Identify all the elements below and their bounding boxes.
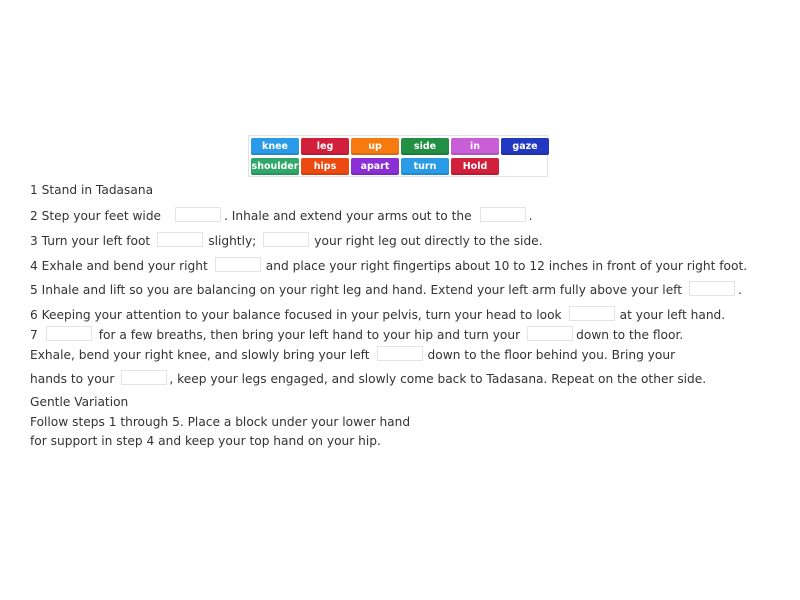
drop-zone-8[interactable] <box>46 326 92 341</box>
step-3-text-b: slightly; <box>208 234 257 248</box>
step-4-text-a: 4 Exhale and bend your right <box>30 259 208 273</box>
step-2-text-a: 2 Step your feet wide <box>30 209 162 223</box>
drop-zone-11[interactable] <box>121 370 167 385</box>
tile-turn[interactable]: turn <box>401 158 449 175</box>
tile-gaze[interactable]: gaze <box>501 138 549 155</box>
step-4-text-b: and place your right fingertips about 10 to 12 inches in front of your right foot. <box>265 259 748 273</box>
variation-heading-text: Gentle Variation <box>30 395 129 409</box>
drop-zone-4[interactable] <box>263 232 309 247</box>
step-3-text-a: 3 Turn your left foot <box>30 234 151 248</box>
drop-zone-2[interactable] <box>480 207 526 222</box>
step-5-text-b: . <box>738 283 742 297</box>
step-8-text-a: Exhale, bend your right knee, and slowly bring your left <box>30 348 370 362</box>
step-4 <box>30 257 747 274</box>
tile-hold[interactable]: Hold <box>451 158 499 175</box>
step-6-text-b: at your left hand. <box>619 308 726 322</box>
step-6 <box>30 306 725 323</box>
step-1-text: 1 Stand in Tadasana <box>30 183 154 197</box>
step-7-text-b: for a few breaths, then bring your left hand to your hip and turn your <box>98 328 521 342</box>
step-2-text-c: . <box>528 209 533 223</box>
step-2-text-b: . Inhale and extend your arms out to the <box>224 209 472 223</box>
step-5-text-a: 5 Inhale and lift so you are balancing on your right leg and hand. Extend your left arm fully above your left <box>30 283 683 297</box>
variation-heading <box>30 394 128 410</box>
step-7-text-a: 7 <box>30 328 38 342</box>
tile-apart[interactable]: apart <box>351 158 399 175</box>
step-9-text-a: hands to your <box>30 372 115 386</box>
step-9-text-b: , keep your legs engaged, and slowly come back to Tadasana. Repeat on the other side. <box>169 372 707 386</box>
variation-line-2 <box>30 433 381 449</box>
variation-line-1 <box>30 414 410 430</box>
variation-line-2-text: for support in step 4 and keep your top hand on your hip. <box>30 434 381 448</box>
word-bank <box>248 135 548 177</box>
step-9 <box>30 370 706 387</box>
step-1 <box>30 182 153 198</box>
tile-leg[interactable]: leg <box>301 138 349 155</box>
tile-hips[interactable]: hips <box>301 158 349 175</box>
step-2 <box>30 207 532 224</box>
variation-line-1-text: Follow steps 1 through 5. Place a block under your lower hand <box>30 415 411 429</box>
drop-zone-5[interactable] <box>215 257 261 272</box>
step-8-text-b: down to the floor behind you. Bring your <box>427 348 676 362</box>
step-3 <box>30 232 543 249</box>
tile-side[interactable]: side <box>401 138 449 155</box>
drop-zone-10[interactable] <box>377 346 423 361</box>
tile-in[interactable]: in <box>451 138 499 155</box>
tile-shoulder[interactable]: shoulder <box>251 158 299 175</box>
tile-up[interactable]: up <box>351 138 399 155</box>
step-7 <box>30 326 683 343</box>
tile-knee[interactable]: knee <box>251 138 299 155</box>
drop-zone-7[interactable] <box>569 306 615 321</box>
step-7-text-c: down to the floor. <box>576 328 684 342</box>
step-8 <box>30 346 675 363</box>
drop-zone-6[interactable] <box>689 281 735 296</box>
drop-zone-1[interactable] <box>175 207 221 222</box>
step-5 <box>30 281 742 298</box>
step-6-text-a: 6 Keeping your attention to your balance focused in your pelvis, turn your head to look <box>30 308 562 322</box>
drop-zone-9[interactable] <box>527 326 573 341</box>
drop-zone-3[interactable] <box>157 232 203 247</box>
step-3-text-c: your right leg out directly to the side. <box>314 234 543 248</box>
